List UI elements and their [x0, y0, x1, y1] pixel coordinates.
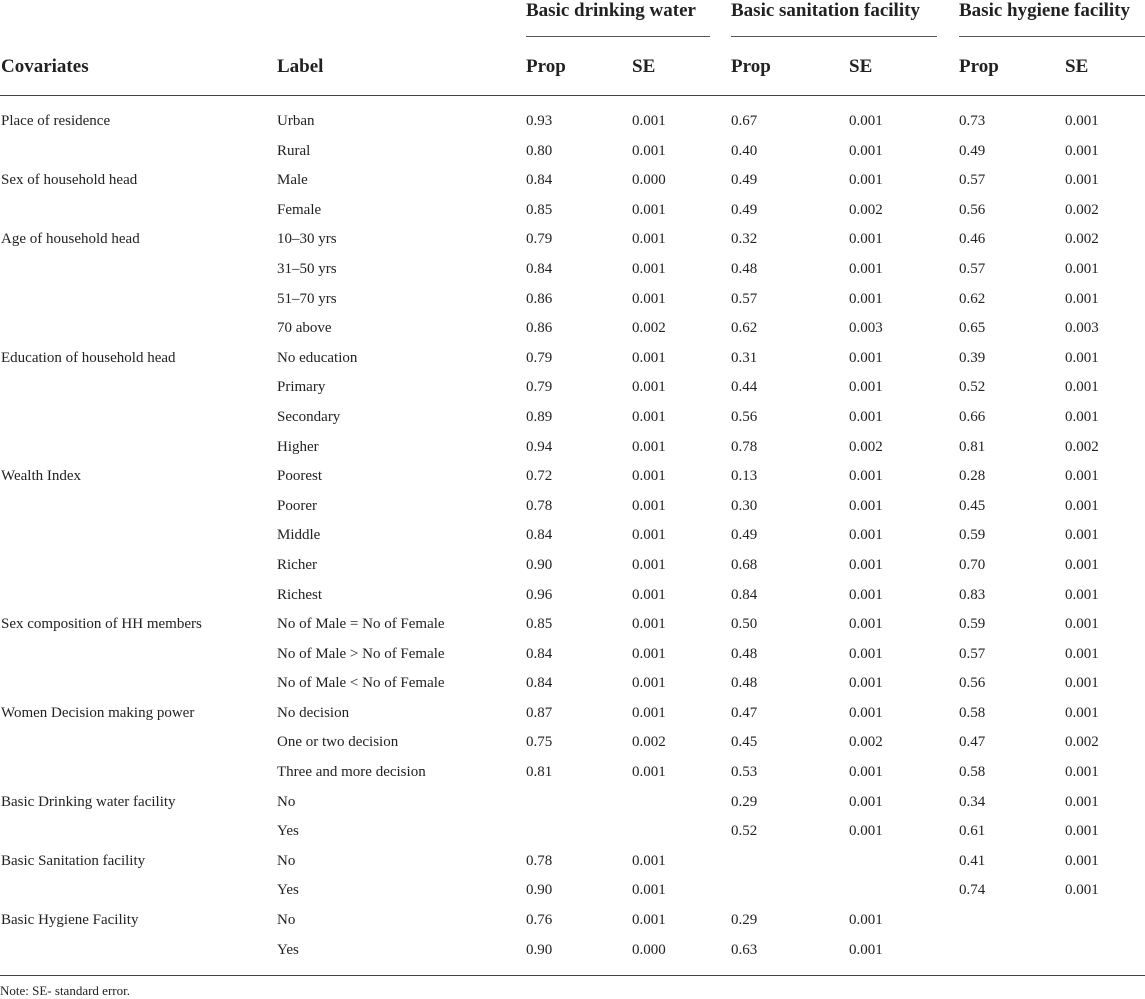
table-row: [0, 521, 1145, 551]
water-se-cell: 0.000: [632, 172, 666, 189]
table-row: [0, 640, 1145, 670]
column-header-se: SE: [849, 56, 873, 77]
water-se-cell: 0.002: [632, 320, 666, 337]
covariate-cell: Wealth Index: [1, 468, 82, 485]
table-row: [0, 728, 1145, 758]
sanitation-se-cell: 0.002: [849, 438, 883, 455]
hygiene-se-cell: 0.001: [1065, 113, 1099, 129]
table-row: [0, 788, 1145, 818]
water-se-cell: 0.001: [632, 379, 666, 396]
hygiene-se-cell: 0.002: [1065, 438, 1099, 455]
label-cell: Richer: [277, 556, 317, 573]
water-se-cell: 0.001: [632, 645, 666, 662]
table-row: [0, 847, 1145, 877]
sanitation-prop-cell: 0.68: [731, 556, 758, 573]
sanitation-prop-cell: 0.44: [731, 379, 758, 396]
label-cell: Male: [277, 172, 308, 189]
hygiene-prop-cell: 0.57: [959, 172, 986, 189]
water-prop-cell: 0.90: [526, 941, 553, 958]
sanitation-prop-cell: 0.45: [731, 734, 758, 751]
table-row: [0, 285, 1145, 315]
hygiene-se-cell: 0.003: [1065, 320, 1099, 337]
table-row: [0, 196, 1145, 226]
sanitation-prop-cell: 0.48: [731, 645, 758, 662]
water-se-cell: 0.000: [632, 941, 666, 958]
label-cell: No of Male > No of Female: [277, 645, 445, 662]
water-se-cell: 0.001: [632, 438, 666, 455]
hygiene-prop-cell: 0.66: [959, 408, 986, 425]
label-cell: No decision: [277, 704, 350, 721]
water-se-cell: 0.001: [632, 675, 666, 692]
sanitation-prop-cell: 0.67: [731, 113, 758, 129]
water-prop-cell: 0.78: [526, 497, 553, 514]
water-se-cell: 0.001: [632, 586, 666, 603]
sanitation-se-cell: 0.001: [849, 142, 883, 159]
water-se-cell: 0.001: [632, 616, 666, 633]
sanitation-prop-cell: 0.32: [731, 231, 758, 248]
sanitation-se-cell: 0.003: [849, 320, 883, 337]
sanitation-prop-cell: 0.52: [731, 823, 758, 840]
hygiene-se-cell: 0.001: [1065, 172, 1099, 189]
sanitation-se-cell: 0.001: [849, 616, 883, 633]
hygiene-prop-cell: 0.34: [959, 793, 986, 810]
table-row: [0, 373, 1145, 403]
covariate-cell: Women Decision making power: [1, 704, 195, 721]
covariate-cell: Basic Sanitation facility: [1, 852, 146, 869]
sanitation-se-cell: 0.001: [849, 793, 883, 810]
water-prop-cell: 0.79: [526, 231, 553, 248]
sanitation-se-cell: 0.001: [849, 941, 883, 958]
hygiene-prop-cell: 0.58: [959, 764, 986, 781]
hygiene-prop-cell: 0.56: [959, 675, 986, 692]
label-cell: Higher: [277, 438, 319, 455]
hygiene-se-cell: 0.002: [1065, 734, 1099, 751]
sanitation-prop-cell: 0.84: [731, 586, 758, 603]
table-row: [0, 344, 1145, 374]
label-cell: Primary: [277, 379, 326, 396]
table-row: [0, 817, 1145, 847]
water-se-cell: 0.001: [632, 912, 666, 929]
label-cell: Poorer: [277, 497, 317, 514]
sanitation-se-cell: 0.001: [849, 704, 883, 721]
hygiene-prop-cell: 0.47: [959, 734, 986, 751]
label-cell: No: [277, 852, 296, 869]
sanitation-prop-cell: 0.56: [731, 408, 758, 425]
table-row: [0, 936, 1145, 966]
sanitation-prop-cell: 0.50: [731, 616, 758, 633]
hygiene-prop-cell: 0.45: [959, 497, 986, 514]
sanitation-se-cell: 0.001: [849, 586, 883, 603]
water-se-cell: 0.001: [632, 556, 666, 573]
sanitation-prop-cell: 0.29: [731, 912, 758, 929]
water-prop-cell: 0.76: [526, 912, 553, 929]
water-prop-cell: 0.79: [526, 379, 553, 396]
column-header-prop: Prop: [731, 56, 771, 77]
hygiene-prop-cell: 0.59: [959, 527, 986, 544]
label-cell: Secondary: [277, 408, 341, 425]
water-prop-cell: 0.90: [526, 556, 553, 573]
label-cell: Yes: [277, 882, 299, 899]
water-prop-cell: 0.84: [526, 527, 553, 544]
hygiene-se-cell: 0.001: [1065, 497, 1099, 514]
water-prop-cell: 0.84: [526, 645, 553, 662]
water-se-cell: 0.001: [632, 113, 666, 129]
sanitation-prop-cell: 0.30: [731, 497, 758, 514]
label-cell: Three and more decision: [277, 764, 426, 781]
hygiene-prop-cell: 0.39: [959, 349, 986, 366]
water-se-cell: 0.001: [632, 290, 666, 307]
label-cell: 70 above: [277, 320, 332, 337]
table-row: [0, 581, 1145, 611]
hygiene-prop-cell: 0.46: [959, 231, 986, 248]
water-se-cell: 0.001: [632, 260, 666, 277]
hygiene-prop-cell: 0.41: [959, 852, 986, 869]
label-cell: No of Male = No of Female: [277, 616, 445, 633]
hygiene-se-cell: 0.001: [1065, 616, 1099, 633]
label-cell: One or two decision: [277, 734, 399, 751]
water-se-cell: 0.001: [632, 231, 666, 248]
table-row: [0, 166, 1145, 196]
water-prop-cell: 0.75: [526, 734, 553, 751]
group-underline: [526, 36, 710, 37]
column-header-se: SE: [632, 56, 656, 77]
label-cell: No: [277, 912, 296, 929]
label-cell: Richest: [277, 586, 322, 603]
sanitation-prop-cell: 0.62: [731, 320, 758, 337]
water-prop-cell: 0.84: [526, 675, 553, 692]
hygiene-se-cell: 0.001: [1065, 527, 1099, 544]
sanitation-se-cell: 0.001: [849, 231, 883, 248]
hygiene-prop-cell: 0.28: [959, 468, 986, 485]
table-body: [0, 107, 1145, 965]
sanitation-se-cell: 0.001: [849, 497, 883, 514]
water-prop-cell: 0.84: [526, 260, 553, 277]
sanitation-prop-cell: 0.13: [731, 468, 758, 485]
sanitation-se-cell: 0.001: [849, 260, 883, 277]
sanitation-se-cell: 0.001: [849, 349, 883, 366]
sanitation-se-cell: 0.001: [849, 764, 883, 781]
hygiene-prop-cell: 0.52: [959, 379, 986, 396]
sanitation-se-cell: 0.001: [849, 468, 883, 485]
sanitation-se-cell: 0.001: [849, 290, 883, 307]
sanitation-prop-cell: 0.40: [731, 142, 758, 159]
sanitation-se-cell: 0.002: [849, 734, 883, 751]
label-cell: 10–30 yrs: [277, 231, 337, 248]
hygiene-se-cell: 0.002: [1065, 231, 1099, 248]
sanitation-se-cell: 0.001: [849, 675, 883, 692]
water-prop-cell: 0.84: [526, 172, 553, 189]
water-prop-cell: 0.93: [526, 113, 553, 129]
sanitation-se-cell: 0.001: [849, 527, 883, 544]
sanitation-se-cell: 0.001: [849, 556, 883, 573]
group-underline: [959, 36, 1145, 37]
covariate-cell: Place of residence: [1, 113, 111, 129]
water-prop-cell: 0.85: [526, 201, 553, 218]
hygiene-prop-cell: 0.65: [959, 320, 986, 337]
sanitation-prop-cell: 0.49: [731, 172, 758, 189]
table-row: [0, 551, 1145, 581]
water-prop-cell: 0.72: [526, 468, 553, 485]
sanitation-prop-cell: 0.53: [731, 764, 758, 781]
water-se-cell: 0.001: [632, 852, 666, 869]
sanitation-se-cell: 0.001: [849, 823, 883, 840]
water-prop-cell: 0.86: [526, 320, 553, 337]
sanitation-se-cell: 0.001: [849, 172, 883, 189]
hygiene-prop-cell: 0.74: [959, 882, 986, 899]
water-se-cell: 0.001: [632, 468, 666, 485]
water-prop-cell: 0.80: [526, 142, 553, 159]
table-row: [0, 403, 1145, 433]
hygiene-prop-cell: 0.56: [959, 201, 986, 218]
hygiene-se-cell: 0.001: [1065, 142, 1099, 159]
hygiene-se-cell: 0.001: [1065, 260, 1099, 277]
table-row: [0, 462, 1145, 492]
sanitation-prop-cell: 0.78: [731, 438, 758, 455]
table-note: Note: SE- standard error.: [0, 983, 130, 998]
hygiene-se-cell: 0.001: [1065, 704, 1099, 721]
water-prop-cell: 0.81: [526, 764, 553, 781]
label-cell: Yes: [277, 823, 299, 840]
water-prop-cell: 0.85: [526, 616, 553, 633]
group-header-hygiene: Basic hygiene facility: [959, 0, 1130, 21]
hygiene-se-cell: 0.001: [1065, 793, 1099, 810]
table-row: [0, 758, 1145, 788]
hygiene-prop-cell: 0.59: [959, 616, 986, 633]
water-se-cell: 0.001: [632, 408, 666, 425]
hygiene-prop-cell: 0.81: [959, 438, 986, 455]
water-se-cell: 0.001: [632, 349, 666, 366]
hygiene-prop-cell: 0.83: [959, 586, 986, 603]
sanitation-prop-cell: 0.48: [731, 260, 758, 277]
covariate-cell: Education of household head: [1, 349, 176, 366]
sanitation-se-cell: 0.001: [849, 645, 883, 662]
sanitation-prop-cell: 0.29: [731, 793, 758, 810]
covariate-cell: Basic Drinking water facility: [1, 793, 176, 810]
label-cell: No: [277, 793, 296, 810]
column-header-se: SE: [1065, 56, 1089, 77]
sanitation-se-cell: 0.001: [849, 408, 883, 425]
label-cell: No education: [277, 349, 358, 366]
water-se-cell: 0.001: [632, 201, 666, 218]
hygiene-se-cell: 0.001: [1065, 468, 1099, 485]
table-row: [0, 492, 1145, 522]
hygiene-prop-cell: 0.57: [959, 260, 986, 277]
table-row: [0, 610, 1145, 640]
column-header-prop: Prop: [959, 56, 999, 77]
label-cell: Yes: [277, 941, 299, 958]
covariate-cell: Age of household head: [1, 231, 140, 248]
sanitation-prop-cell: 0.63: [731, 941, 758, 958]
water-prop-cell: 0.96: [526, 586, 553, 603]
table-row: [0, 669, 1145, 699]
column-header-label: Label: [277, 56, 324, 77]
hygiene-se-cell: 0.001: [1065, 675, 1099, 692]
table-row: [0, 255, 1145, 285]
table-row: [0, 433, 1145, 463]
water-prop-cell: 0.79: [526, 349, 553, 366]
hygiene-prop-cell: 0.73: [959, 113, 986, 129]
label-cell: No of Male < No of Female: [277, 675, 445, 692]
table-row: [0, 699, 1145, 729]
water-prop-cell: 0.89: [526, 408, 553, 425]
label-cell: Middle: [277, 527, 321, 544]
hygiene-se-cell: 0.001: [1065, 764, 1099, 781]
column-header-covariates: Covariates: [1, 56, 89, 77]
hygiene-prop-cell: 0.61: [959, 823, 986, 840]
group-header-sanitation: Basic sanitation facility: [731, 0, 920, 21]
water-se-cell: 0.001: [632, 142, 666, 159]
water-se-cell: 0.001: [632, 882, 666, 899]
sanitation-prop-cell: 0.49: [731, 201, 758, 218]
water-se-cell: 0.001: [632, 497, 666, 514]
water-se-cell: 0.001: [632, 527, 666, 544]
hygiene-se-cell: 0.001: [1065, 349, 1099, 366]
sanitation-se-cell: 0.001: [849, 113, 883, 129]
sanitation-prop-cell: 0.57: [731, 290, 758, 307]
sanitation-se-cell: 0.001: [849, 379, 883, 396]
table-row: [0, 137, 1145, 167]
table-row: [0, 314, 1145, 344]
covariate-cell: Basic Hygiene Facility: [1, 912, 139, 929]
water-prop-cell: 0.78: [526, 852, 553, 869]
water-prop-cell: 0.94: [526, 438, 553, 455]
group-underline: [731, 36, 937, 37]
label-cell: Poorest: [277, 468, 322, 485]
label-cell: Female: [277, 201, 322, 218]
hygiene-prop-cell: 0.49: [959, 142, 986, 159]
hygiene-prop-cell: 0.62: [959, 290, 986, 307]
column-header-prop: Prop: [526, 56, 566, 77]
water-se-cell: 0.002: [632, 734, 666, 751]
hygiene-se-cell: 0.001: [1065, 852, 1099, 869]
hygiene-se-cell: 0.001: [1065, 882, 1099, 899]
hygiene-se-cell: 0.001: [1065, 556, 1099, 573]
label-cell: Urban: [277, 113, 315, 129]
label-cell: Rural: [277, 142, 311, 159]
hygiene-se-cell: 0.001: [1065, 645, 1099, 662]
hygiene-se-cell: 0.001: [1065, 379, 1099, 396]
hygiene-prop-cell: 0.70: [959, 556, 986, 573]
header-rule: [0, 95, 1145, 96]
water-prop-cell: 0.86: [526, 290, 553, 307]
hygiene-se-cell: 0.001: [1065, 586, 1099, 603]
sanitation-prop-cell: 0.47: [731, 704, 758, 721]
hygiene-se-cell: 0.001: [1065, 408, 1099, 425]
water-prop-cell: 0.87: [526, 704, 553, 721]
covariate-cell: Sex of household head: [1, 172, 138, 189]
hygiene-se-cell: 0.001: [1065, 290, 1099, 307]
water-se-cell: 0.001: [632, 704, 666, 721]
table-row: [0, 225, 1145, 255]
group-header-drinking-water: Basic drinking water: [526, 0, 696, 21]
sanitation-prop-cell: 0.48: [731, 675, 758, 692]
table-row: [0, 876, 1145, 906]
sanitation-prop-cell: 0.49: [731, 527, 758, 544]
label-cell: 51–70 yrs: [277, 290, 337, 307]
hygiene-se-cell: 0.002: [1065, 201, 1099, 218]
bottom-rule: [0, 975, 1145, 976]
hygiene-se-cell: 0.001: [1065, 823, 1099, 840]
sanitation-prop-cell: 0.31: [731, 349, 758, 366]
table-row: [0, 107, 1145, 137]
hygiene-prop-cell: 0.58: [959, 704, 986, 721]
sanitation-se-cell: 0.002: [849, 201, 883, 218]
sanitation-se-cell: 0.001: [849, 912, 883, 929]
hygiene-prop-cell: 0.57: [959, 645, 986, 662]
label-cell: 31–50 yrs: [277, 260, 337, 277]
table-row: [0, 906, 1145, 936]
water-prop-cell: 0.90: [526, 882, 553, 899]
water-se-cell: 0.001: [632, 764, 666, 781]
covariate-cell: Sex composition of HH members: [1, 616, 202, 633]
